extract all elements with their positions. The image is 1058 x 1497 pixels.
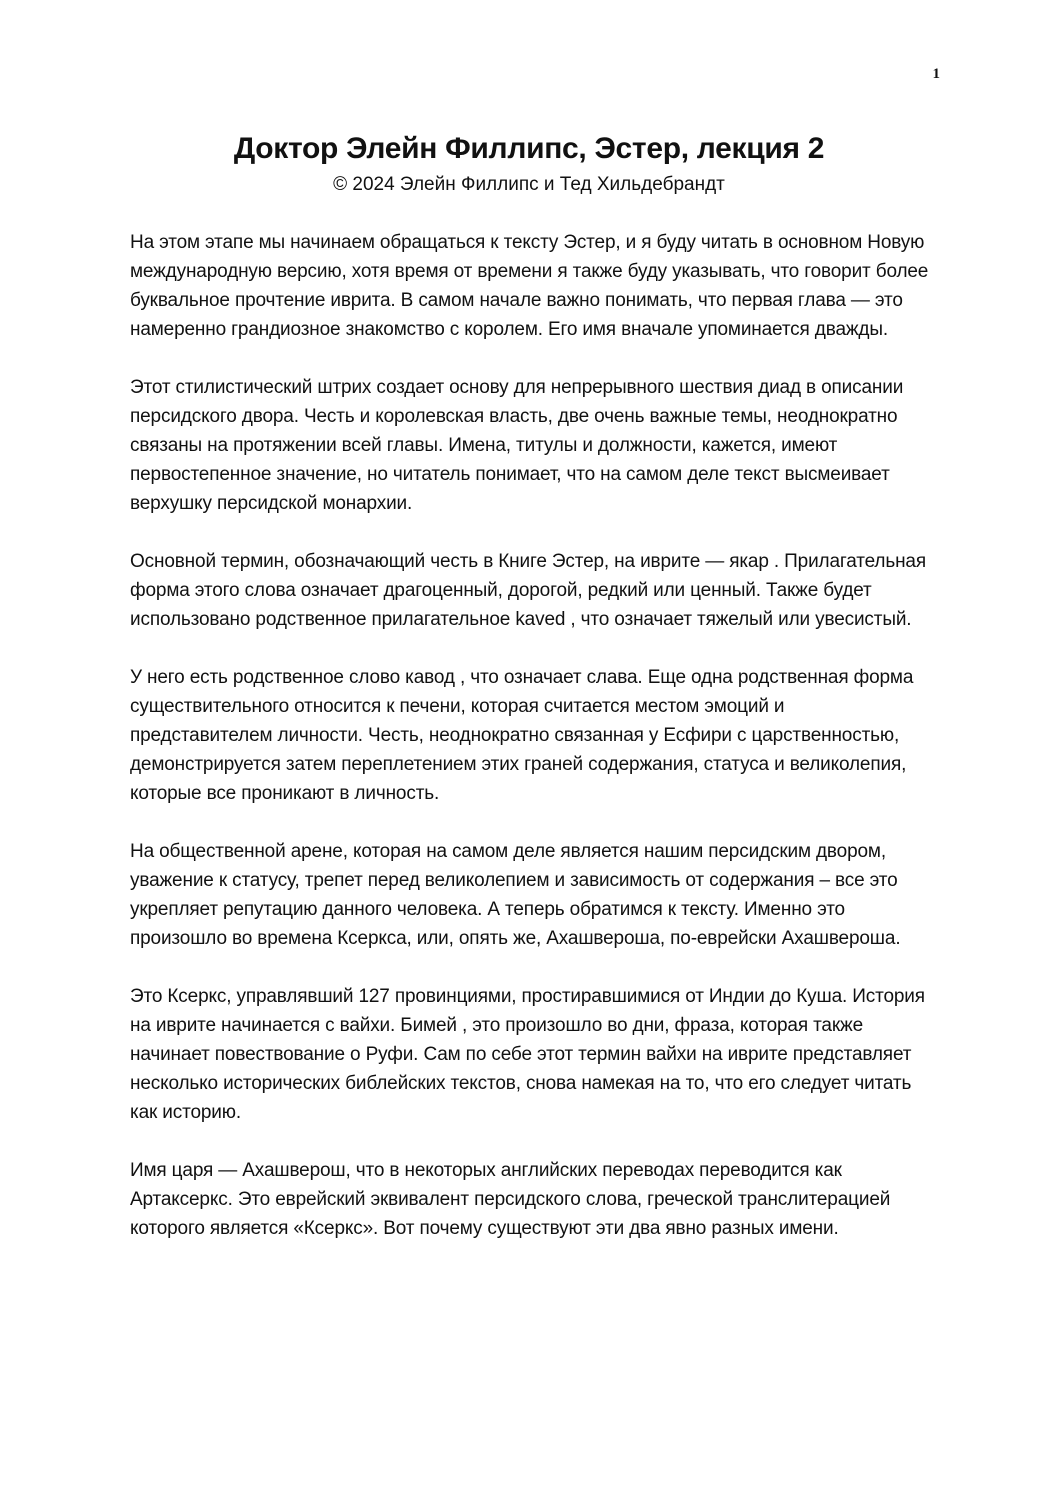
page-number: 1 xyxy=(932,66,940,82)
paragraph-2: Этот стилистический штрих создает основу для непрерывного шествия диад в описании персидского двора. Честь и королевская власть, две очень важные темы, неоднократно связаны на протяжении всей главы. Имена, титулы и должности, кажется, имеют первостепенное значение, но читатель понимает, что на самом деле текст высмеивает верхушку персидской монархии. xyxy=(130,377,904,514)
copyright-line: © 2024 Элейн Филлипс и Тед Хильдебрандт xyxy=(333,174,725,195)
document-title: Доктор Элейн Филлипс, Эстер, лекция 2 xyxy=(233,132,825,165)
paragraph-1: На этом этапе мы начинаем обращаться к тексту Эстер, и я буду читать в основном Новую международную версию, хотя время от времени я также буду указывать, что говорит более буквальное прочтение иврита. В самом начале важно понимать, что первая глава — это намеренно грандиозное знакомство с королем. Его имя вначале упоминается дважды. xyxy=(130,232,929,340)
paragraph-6: Это Ксеркс, управлявший 127 провинциями, простиравшимися от Индии до Куша. История на иврите начинается с вайхи. Бимей , это произошло во дни, фраза, которая также начинает повествование о Руфи. Сам по себе этот термин вайхи на иврите представляет несколько исторических библейских текстов, снова намекая на то, что его следует читать как историю. xyxy=(130,986,925,1123)
paragraph-5: На общественной арене, которая на самом деле является нашим персидским двором, уважение к статусу, трепет перед великолепием и зависимость от содержания – все это укрепляет репутацию данного человека. А теперь обратимся к тексту. Именно это произошло во времена Ксеркса, или, опять же, Ахашвероша, по-еврейски Ахашвероша. xyxy=(130,841,901,949)
paragraph-4: У него есть родственное слово кавод , что означает слава. Еще одна родственная форма существительного относится к печени, которая считается местом эмоций и представителем личности. Честь, неоднократно связанная у Есфири с царственностью, демонстрируется затем переплетением этих граней содержания, статуса и великолепия, которые все проникают в личность. xyxy=(130,667,914,804)
paragraph-7: Имя царя — Ахашверош, что в некоторых английских переводах переводится как Артаксеркс. Это еврейский эквивалент персидского слова, греческой транслитерацией которого является «Ксеркс». Вот почему существуют эти два явно разных имени. xyxy=(130,1160,891,1239)
paragraph-3: Основной термин, обозначающий честь в Книге Эстер, на иврите — якар . Прилагательная форма этого слова означает драгоценный, дорогой, редкий или ценный. Также будет использовано родственное прилагательное kaved , что означает тяжелый или увесистый. xyxy=(130,551,926,630)
body-text xyxy=(130,228,930,1272)
